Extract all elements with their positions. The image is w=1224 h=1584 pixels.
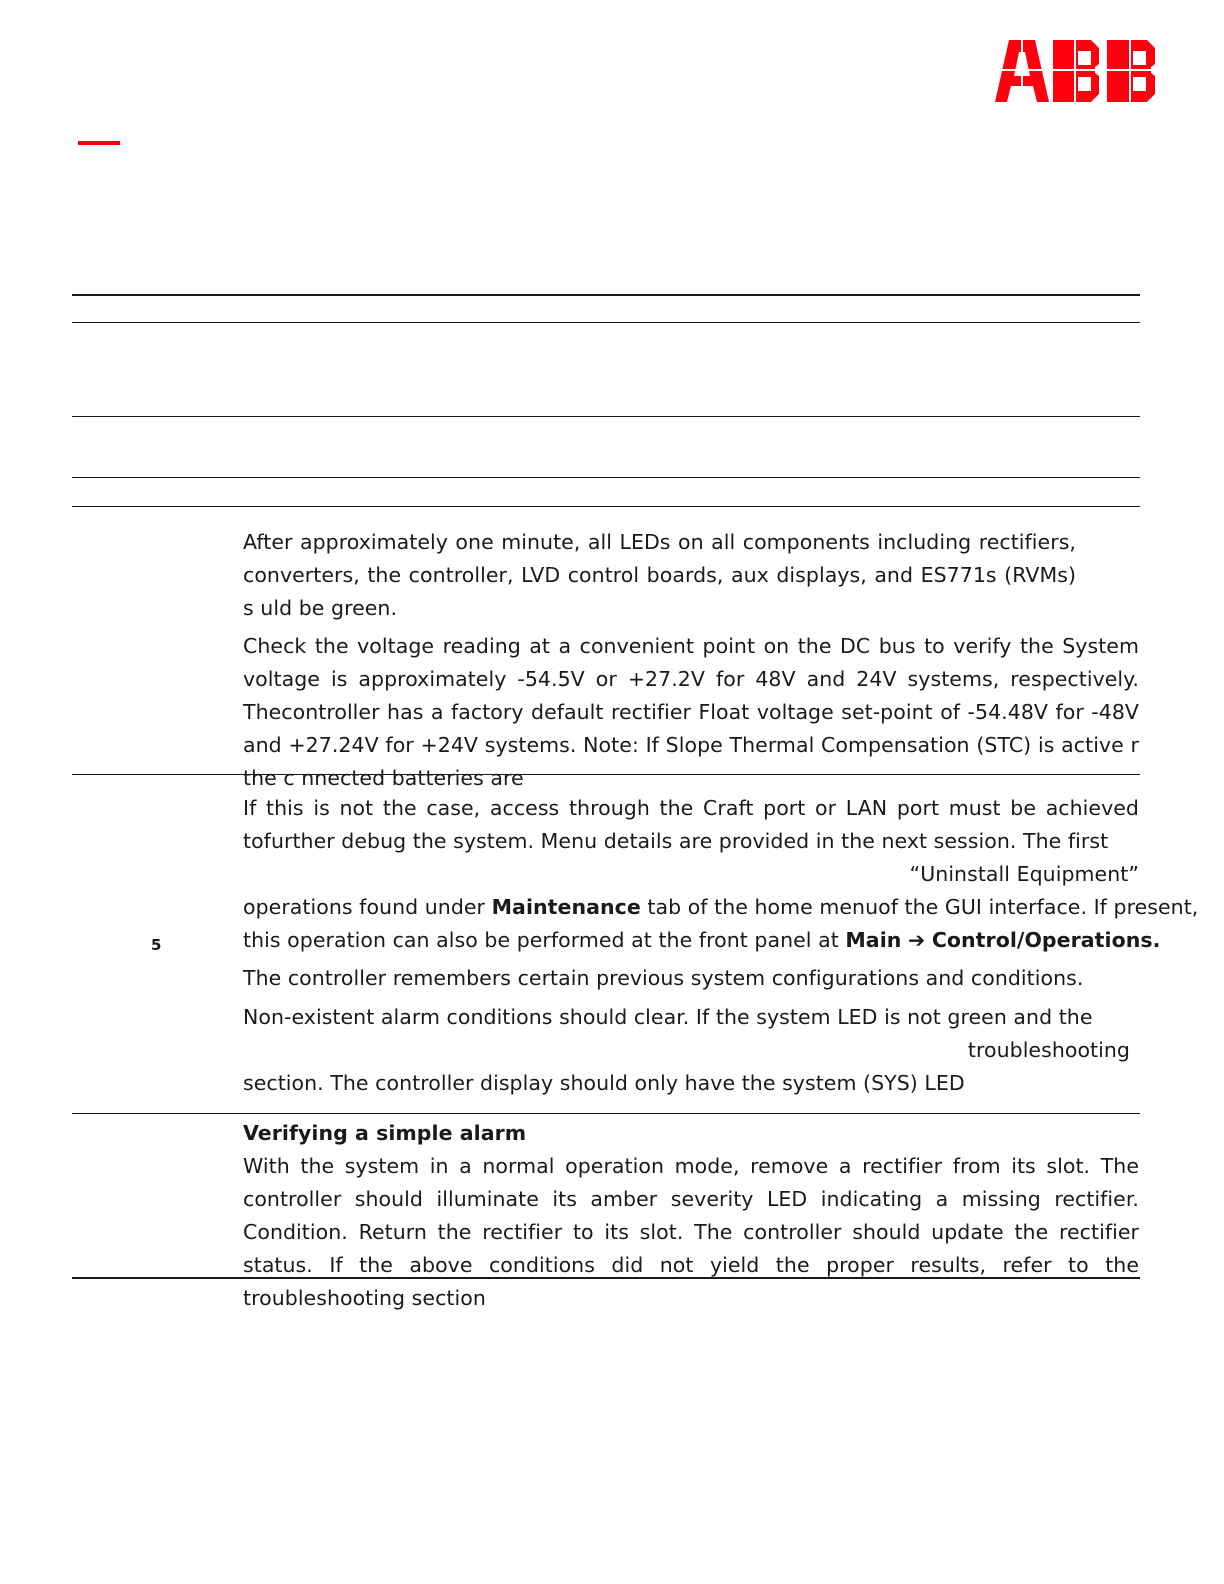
paragraph-remembers: The controller remembers certain previous system configurations and conditions. (243, 966, 1084, 990)
heading-verifying-alarm: Verifying a simple alarm (243, 1121, 527, 1145)
arrow-right-icon: ➔ (908, 928, 926, 952)
table-rule (72, 1113, 1140, 1114)
maintenance-line: operations found under Maintenance tab of the home menuof the GUI interface. If present, (243, 895, 1199, 919)
table-rule (72, 416, 1140, 417)
troubleshooting-word: troubleshooting (967, 1038, 1130, 1062)
paragraph-craft-port: If this is not the case, access through the Craft port or LAN port must be achieved tofurther debug the system. Menu details are provided in the next session. The first (243, 796, 1139, 853)
logo-text: ABB (995, 40, 998, 41)
maintenance-tab-label: Maintenance (491, 895, 641, 919)
table-rule-top (72, 294, 1140, 296)
table-rule (72, 322, 1140, 323)
step-number: 5 (151, 936, 162, 954)
front-panel-line: this operation can also be performed at the front panel at Main ➔ Control/Operations. (243, 928, 1161, 952)
paragraph-sys-led: section. The controller display should only have the system (SYS) LED (243, 1071, 965, 1095)
table-rule (72, 477, 1140, 478)
paragraph-simple-alarm: With the system in a normal operation mode, remove a rectifier from its slot. The controller should illuminate its amber severity LED indicating a missing rectifier. Condition. Return the rectifier to its slot. The controller should update the rectifier status. If the above conditions did not yield the proper results, refer to the troubleshooting section (243, 1154, 1139, 1310)
paragraph-voltage-check: Check the voltage reading at a convenient point on the DC bus to verify the System voltage is approximately -54.5V or +27.2V for 48V and 24V systems, respectively. Thecontroller has a factory default rectifier Float voltage set-point of -54.48V for -48V and +27.24V for +24V systems. Note: If Slope Thermal Compensation (STC) is active r the c nnected batteries are (243, 634, 1139, 790)
accent-bar (78, 141, 120, 145)
paragraph-alarm-clear: Non-existent alarm conditions should clear. If the system LED is not green and the (243, 1005, 1093, 1029)
table-rule (72, 506, 1140, 507)
abb-logo (995, 40, 1155, 102)
paragraph-leds-green: After approximately one minute, all LEDs on all components including rectifiers, converters, the controller, LVD control boards, aux displays, and ES771s (RVMs) s uld be green. (243, 530, 1076, 620)
main-menu-label: Main (845, 928, 902, 952)
uninstall-equipment-text: “Uninstall Equipment” (909, 862, 1139, 886)
control-operations-label: Control/Operations. (931, 928, 1161, 952)
